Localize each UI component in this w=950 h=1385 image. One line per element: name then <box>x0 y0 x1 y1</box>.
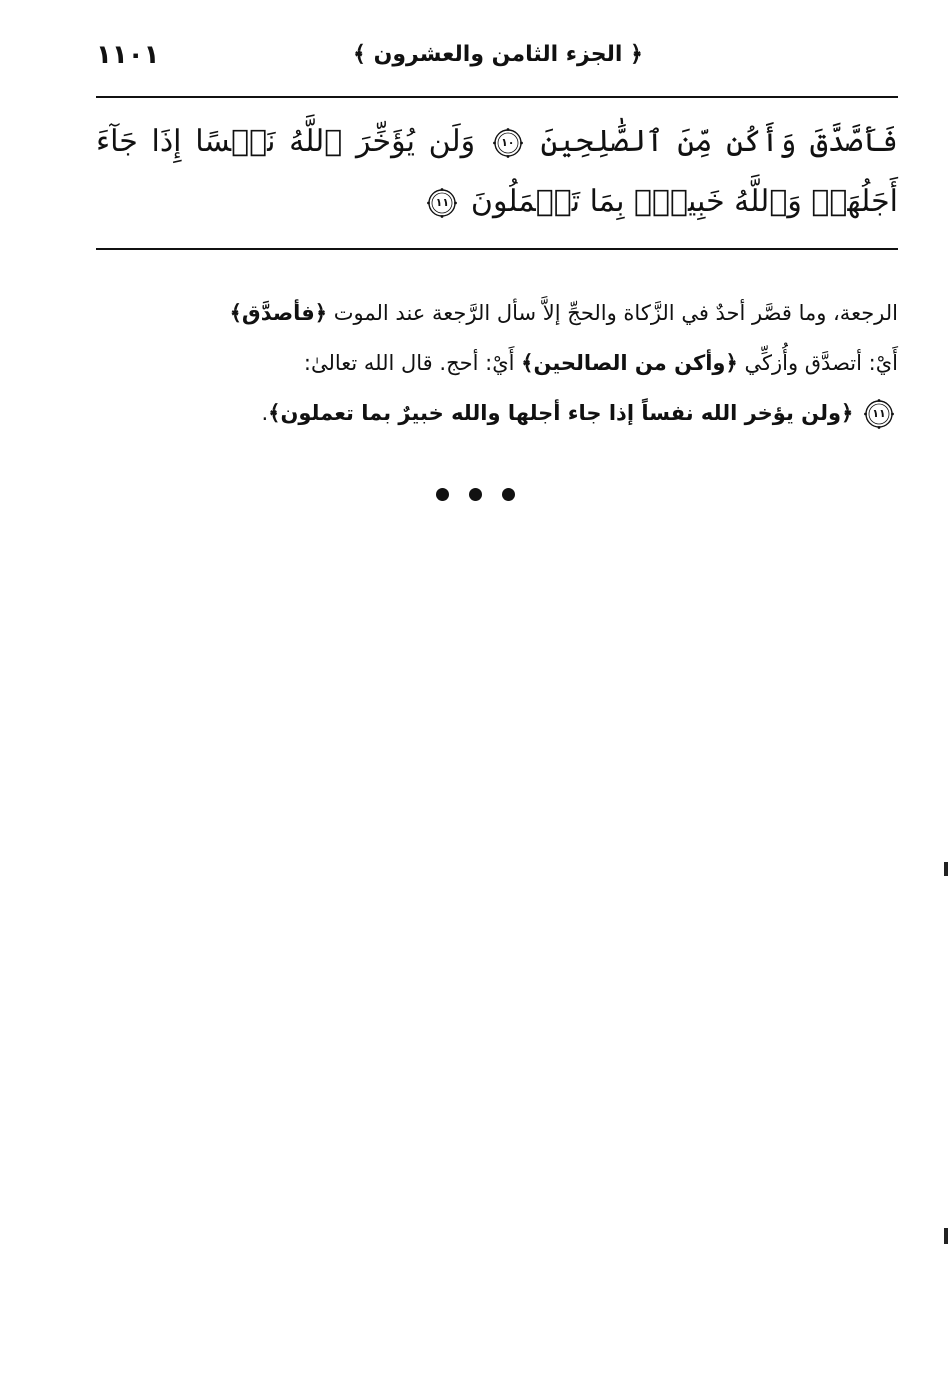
scan-edge-mark <box>944 862 948 876</box>
commentary-line <box>96 388 898 438</box>
separator-dot <box>469 488 482 501</box>
page-number: ١١٠١ <box>96 40 160 70</box>
quran-verses <box>96 112 898 232</box>
commentary <box>96 288 898 438</box>
verse-text: وَلَن يُؤَخِّرَ ٱللَّهُ نَفۡسًا إِذَا جَآءَ أَجَلُهَاۚ وَٱللَّهُ خَبِيرُۢ بِمَا تَعۡمَلُونَ <box>96 124 898 219</box>
header-rule <box>96 96 898 98</box>
quoted-verse: ﴿ولن يؤخر الله نفساً إذا جاء أجلها والله خبيرٌ بما تعملون﴾ <box>268 401 854 425</box>
section-rule <box>96 248 898 250</box>
section-separator <box>0 486 950 505</box>
running-title: ﴿ الجزء الثامن والعشرون ﴾ <box>353 42 643 67</box>
commentary-text: الرجعة، وما قصَّر أحدٌ في الزَّكاة والحجِّ إلاَّ سأل الرَّجعة عند الموت <box>327 301 898 325</box>
quoted-verse: ﴿فأصدَّق﴾ <box>229 301 328 325</box>
quoted-verse: ﴿وأكن من الصالحين﴾ <box>521 351 738 375</box>
ayah-number: ١١ <box>872 407 886 420</box>
commentary-line <box>96 288 898 338</box>
commentary-line <box>96 338 898 388</box>
commentary-text: . <box>261 401 269 425</box>
scan-edge-mark <box>944 1228 948 1244</box>
separator-dot <box>502 488 515 501</box>
ayah-number-marker <box>427 188 457 218</box>
commentary-text: أَيْ: أحج. قال الله تعالىٰ: <box>303 351 522 375</box>
ayah-number: ١١ <box>435 196 450 209</box>
ayah-number-marker <box>864 399 894 429</box>
ayah-number-marker <box>493 128 523 158</box>
separator-dot <box>436 488 449 501</box>
page-header <box>96 34 900 78</box>
ayah-number: ١٠ <box>501 136 515 149</box>
commentary-text: أَيْ: أتصدَّق وأُزكِّي <box>737 351 898 375</box>
verse-text: فَأَصَّدَّقَ وَأَكُن مِّنَ ٱلصَّٰلِحِينَ <box>540 124 898 159</box>
